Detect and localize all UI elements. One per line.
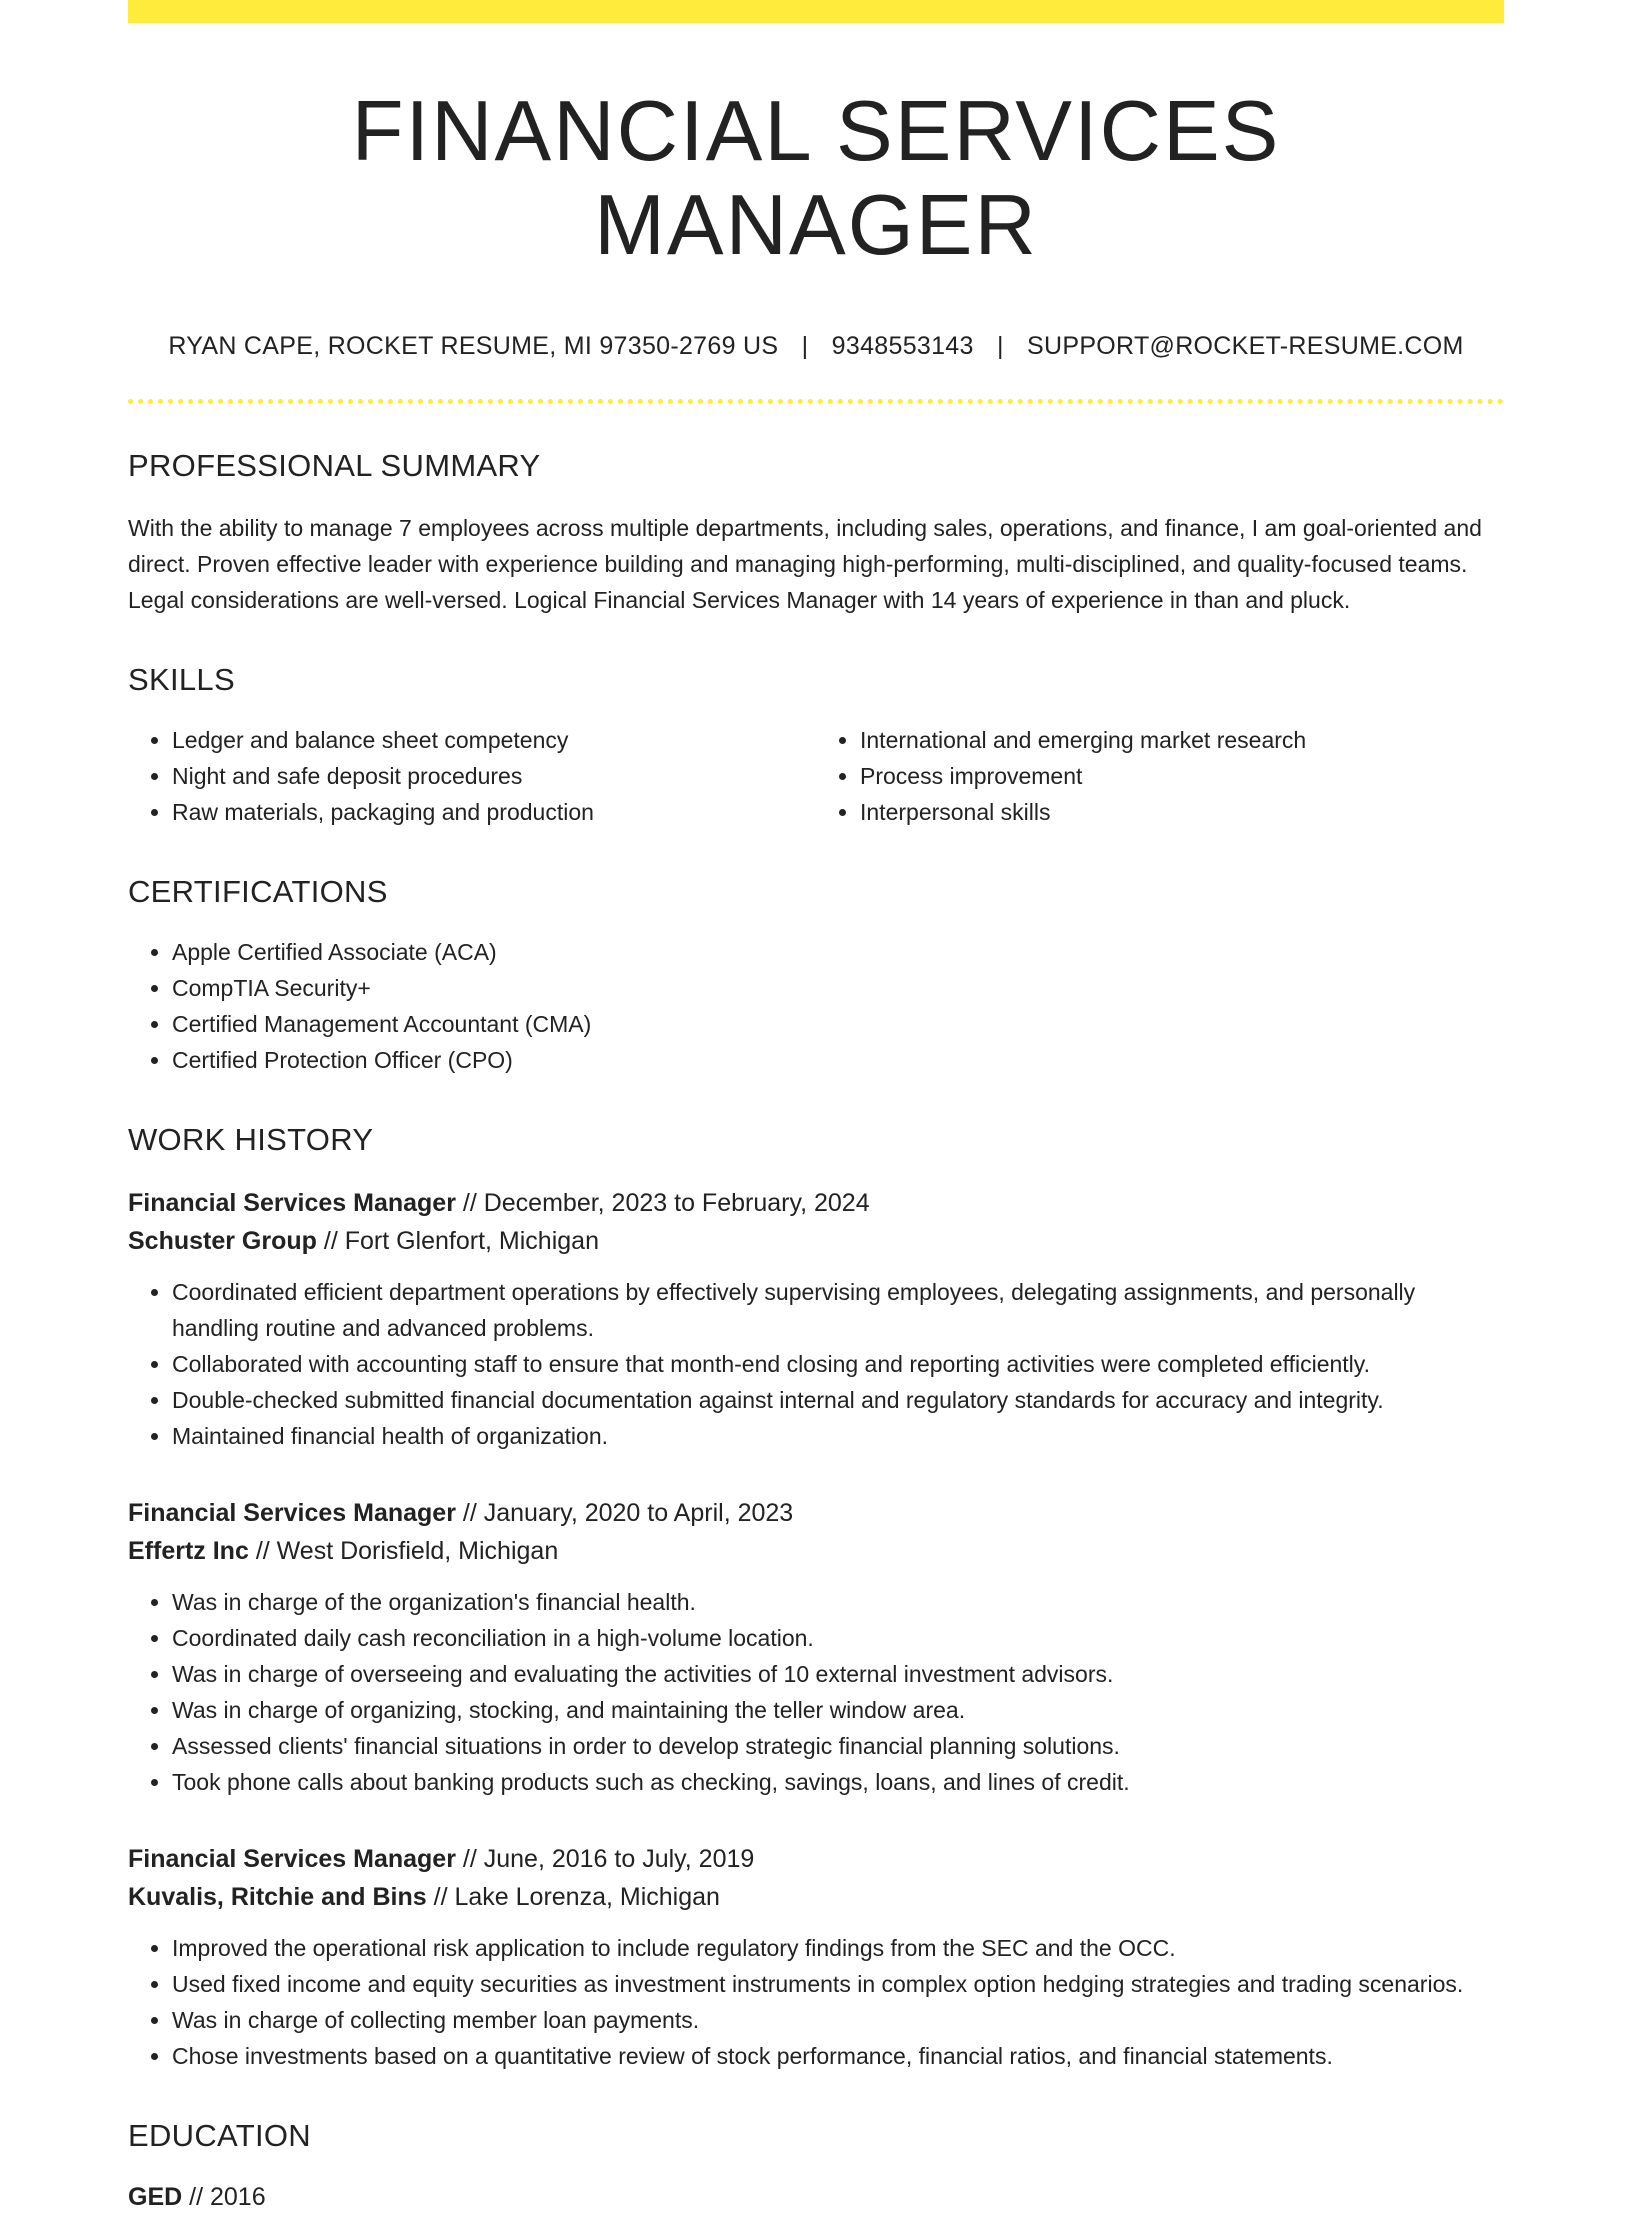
job-bullets xyxy=(128,1930,1504,2074)
job-entry xyxy=(128,1840,1504,2074)
job-bullet: • Collaborated with accounting staff to ensure that month-end closing and reporting activities were completed efficiently. xyxy=(172,1346,1504,1382)
skill-item: • Night and safe deposit procedures xyxy=(172,758,816,794)
job-bullet: • Used fixed income and equity securities as investment instruments in complex option hedging strategies and trading scenarios. xyxy=(172,1966,1504,2002)
skills-list-left xyxy=(128,722,816,830)
job-bullets xyxy=(128,1274,1504,1454)
accent-top-bar xyxy=(128,0,1504,23)
job-bullet: • Was in charge of overseeing and evaluating the activities of 10 external investment advisors. xyxy=(172,1656,1504,1692)
education-year: // 2016 xyxy=(189,2183,266,2211)
skills-heading: SKILLS xyxy=(128,662,235,697)
job-bullet: • Was in charge of collecting member loan payments. xyxy=(172,2002,1504,2038)
resume-title: FINANCIAL SERVICES MANAGER xyxy=(351,84,1281,273)
job-dates: // January, 2020 to April, 2023 xyxy=(462,1499,794,1527)
job-company: Effertz Inc xyxy=(128,1537,249,1565)
certification-item: • Apple Certified Associate (ACA) xyxy=(172,934,1504,970)
education-entry xyxy=(128,2178,1504,2216)
job-bullet: • Assessed clients' financial situations in order to develop strategic financial planning solutions. xyxy=(172,1728,1504,1764)
job-bullet: • Coordinated daily cash reconciliation in a high-volume location. xyxy=(172,1620,1504,1656)
job-title-line xyxy=(128,1494,1504,1532)
job-entry xyxy=(128,1494,1504,1800)
job-bullet: • Coordinated efficient department operations by effectively supervising employees, delegating assignments, and personally handling routine and advanced problems. xyxy=(172,1274,1504,1346)
contact-separator: | xyxy=(801,332,809,360)
summary-heading: PROFESSIONAL SUMMARY xyxy=(128,448,541,483)
certification-item: • Certified Protection Officer (CPO) xyxy=(172,1042,1504,1078)
job-dates: // June, 2016 to July, 2019 xyxy=(462,1845,755,1873)
skill-item: • International and emerging market research xyxy=(860,722,1504,758)
skill-item: • Interpersonal skills xyxy=(860,794,1504,830)
education-degree: GED xyxy=(128,2183,183,2211)
job-title: Financial Services Manager xyxy=(128,1189,456,1217)
contact-phone: 9348553143 xyxy=(831,332,974,360)
education-heading: EDUCATION xyxy=(128,2118,311,2153)
skills-list-right xyxy=(816,722,1504,830)
skill-item: • Ledger and balance sheet competency xyxy=(172,722,816,758)
resume-page xyxy=(128,0,1504,2216)
job-location: // West Dorisfield, Michigan xyxy=(255,1537,559,1565)
job-company: Kuvalis, Ritchie and Bins xyxy=(128,1883,427,1911)
summary-text: With the ability to manage 7 employees across multiple departments, including sales, operations, and finance, I am goal-oriented and direct. Proven effective leader with experience building and managing high-performing, multi-disciplined, and quality-focused teams. Legal considerations are well-versed. Logical Financial Services Manager with 14 years of experience in than and pluck. xyxy=(128,515,1482,613)
skills-columns xyxy=(128,722,1504,830)
dotted-divider xyxy=(128,399,1504,404)
job-bullet: • Improved the operational risk application to include regulatory findings from the SEC and the OCC. xyxy=(172,1930,1504,1966)
certification-item: • Certified Management Accountant (CMA) xyxy=(172,1006,1504,1042)
contact-line xyxy=(128,332,1504,361)
skill-item: • Raw materials, packaging and production xyxy=(172,794,816,830)
certification-item: • CompTIA Security+ xyxy=(172,970,1504,1006)
job-bullet: • Took phone calls about banking products such as checking, savings, loans, and lines of credit. xyxy=(172,1764,1504,1800)
skill-item: • Process improvement xyxy=(860,758,1504,794)
certifications-heading: CERTIFICATIONS xyxy=(128,874,388,909)
job-bullet: • Double-checked submitted financial documentation against internal and regulatory standards for accuracy and integrity. xyxy=(172,1382,1504,1418)
job-title: Financial Services Manager xyxy=(128,1845,456,1873)
job-title-line xyxy=(128,1184,1504,1222)
job-location: // Lake Lorenza, Michigan xyxy=(433,1883,720,1911)
job-company-line xyxy=(128,1878,1504,1916)
job-title-line xyxy=(128,1840,1504,1878)
job-dates: // December, 2023 to February, 2024 xyxy=(462,1189,870,1217)
job-bullet: • Was in charge of the organization's financial health. xyxy=(172,1584,1504,1620)
job-bullet: • Chose investments based on a quantitative review of stock performance, financial ratios, and financial statements. xyxy=(172,2038,1504,2074)
job-bullets xyxy=(128,1584,1504,1800)
job-entry xyxy=(128,1184,1504,1454)
job-company-line xyxy=(128,1532,1504,1570)
job-bullet: • Maintained financial health of organization. xyxy=(172,1418,1504,1454)
certifications-list xyxy=(128,934,1504,1078)
contact-separator: | xyxy=(996,332,1004,360)
contact-email: SUPPORT@ROCKET-RESUME.COM xyxy=(1027,332,1464,360)
work-history-heading: WORK HISTORY xyxy=(128,1122,374,1157)
job-location: // Fort Glenfort, Michigan xyxy=(323,1227,599,1255)
contact-address: RYAN CAPE, ROCKET RESUME, MI 97350-2769 US xyxy=(168,332,779,360)
job-company: Schuster Group xyxy=(128,1227,317,1255)
job-bullet: • Was in charge of organizing, stocking, and maintaining the teller window area. xyxy=(172,1692,1504,1728)
job-company-line xyxy=(128,1222,1504,1260)
job-title: Financial Services Manager xyxy=(128,1499,456,1527)
